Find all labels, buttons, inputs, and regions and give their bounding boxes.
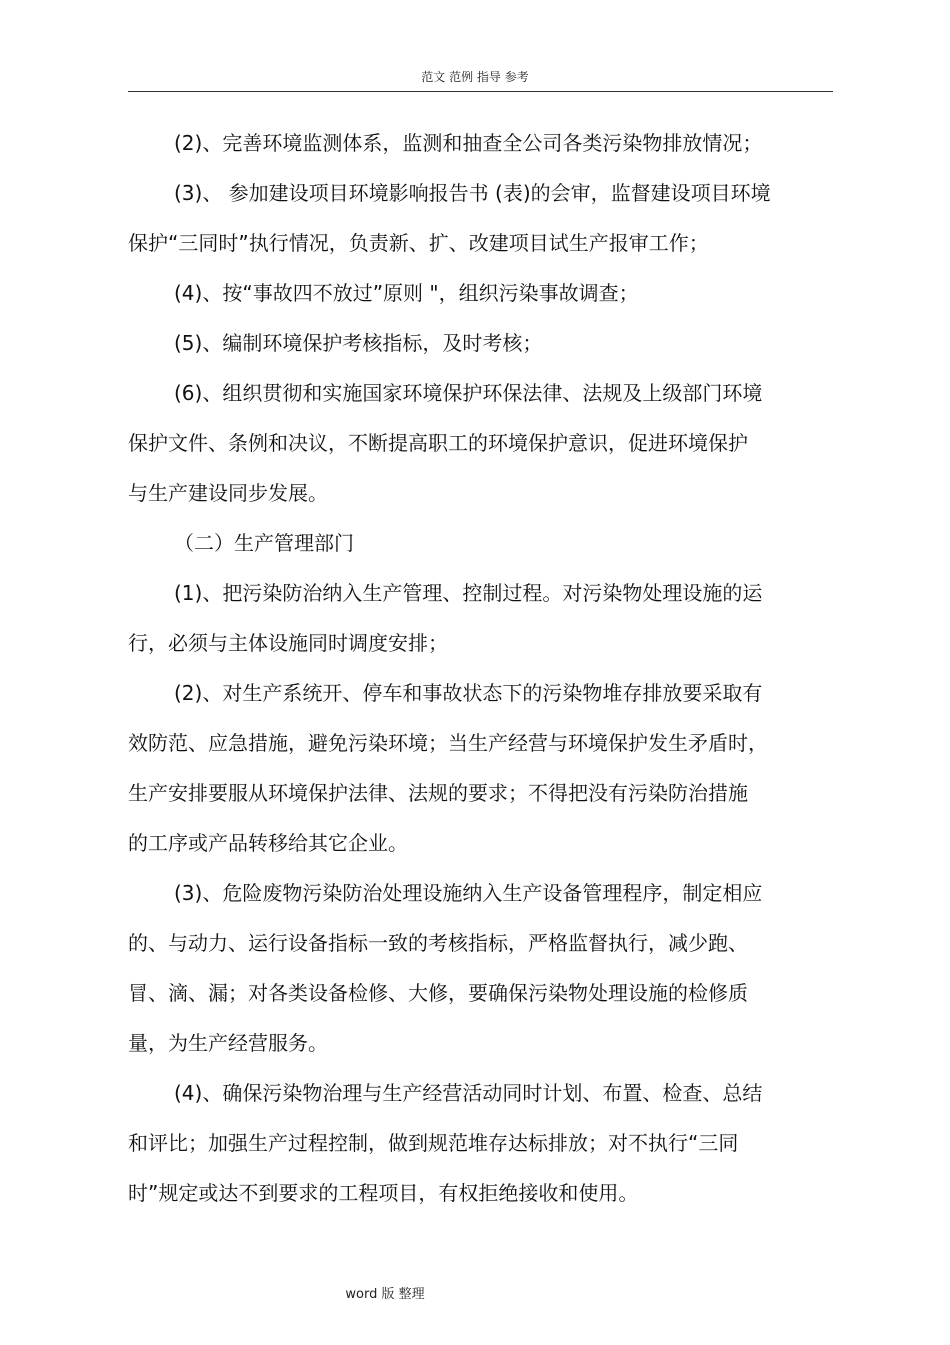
page-header: 范文 范例 指导 参考 <box>421 70 529 84</box>
header-divider <box>128 91 833 92</box>
body-line: 时”规定或达不到要求的工程项目，有权拒绝接收和使用。 <box>128 1181 639 1205</box>
page-footer: word 版 整理 <box>345 1287 425 1302</box>
body-line: 与生产建设同步发展。 <box>128 481 328 505</box>
body-line: 的工序或产品转移给其它企业。 <box>128 831 408 855</box>
body-line: (4)、按“事故四不放过”原则 "，组织污染事故调查； <box>174 281 639 305</box>
body-line: 量，为生产经营服务。 <box>128 1031 328 1055</box>
body-line: (3)、危险废物污染防治处理设施纳入生产设备管理程序，制定相应 <box>174 881 763 905</box>
body-line: 行，必须与主体设施同时调度安排； <box>128 631 448 655</box>
body-line: 效防范、应急措施，避免污染环境；当生产经营与环境保护发生矛盾时， <box>128 731 768 755</box>
body-line: 保护文件、条例和决议，不断提高职工的环境保护意识，促进环境保护 <box>128 431 748 455</box>
body-line: (2)、完善环境监测体系，监测和抽查全公司各类污染物排放情况； <box>174 131 763 155</box>
body-line: 的、与动力、运行设备指标一致的考核指标，严格监督执行，减少跑、 <box>128 931 748 955</box>
body-line: (3)、 参加建设项目环境影响报告书 (表)的会审，监督建设项目环境 <box>174 181 771 205</box>
body-line: (1)、把污染防治纳入生产管理、控制过程。对污染物处理设施的运 <box>174 581 763 605</box>
body-line: (6)、组织贯彻和实施国家环境保护环保法律、法规及上级部门环境 <box>174 381 763 405</box>
body-line: 生产安排要服从环境保护法律、法规的要求；不得把没有污染防治措施 <box>128 781 748 805</box>
body-line: (2)、对生产系统开、停车和事故状态下的污染物堆存排放要采取有 <box>174 681 763 705</box>
body-line: (5)、编制环境保护考核指标，及时考核； <box>174 331 543 355</box>
document-body <box>128 118 828 1218</box>
body-line: 冒、滴、漏；对各类设备检修、大修，要确保污染物处理设施的检修质 <box>128 981 748 1005</box>
body-line: (4)、确保污染物治理与生产经营活动同时计划、布置、检查、总结 <box>174 1081 763 1105</box>
body-line: 保护“三同时”执行情况，负责新、扩、改建项目试生产报审工作； <box>128 231 709 255</box>
body-line: （二）生产管理部门 <box>174 531 354 555</box>
body-line: 和评比；加强生产过程控制，做到规范堆存达标排放；对不执行“三同 <box>128 1131 739 1155</box>
